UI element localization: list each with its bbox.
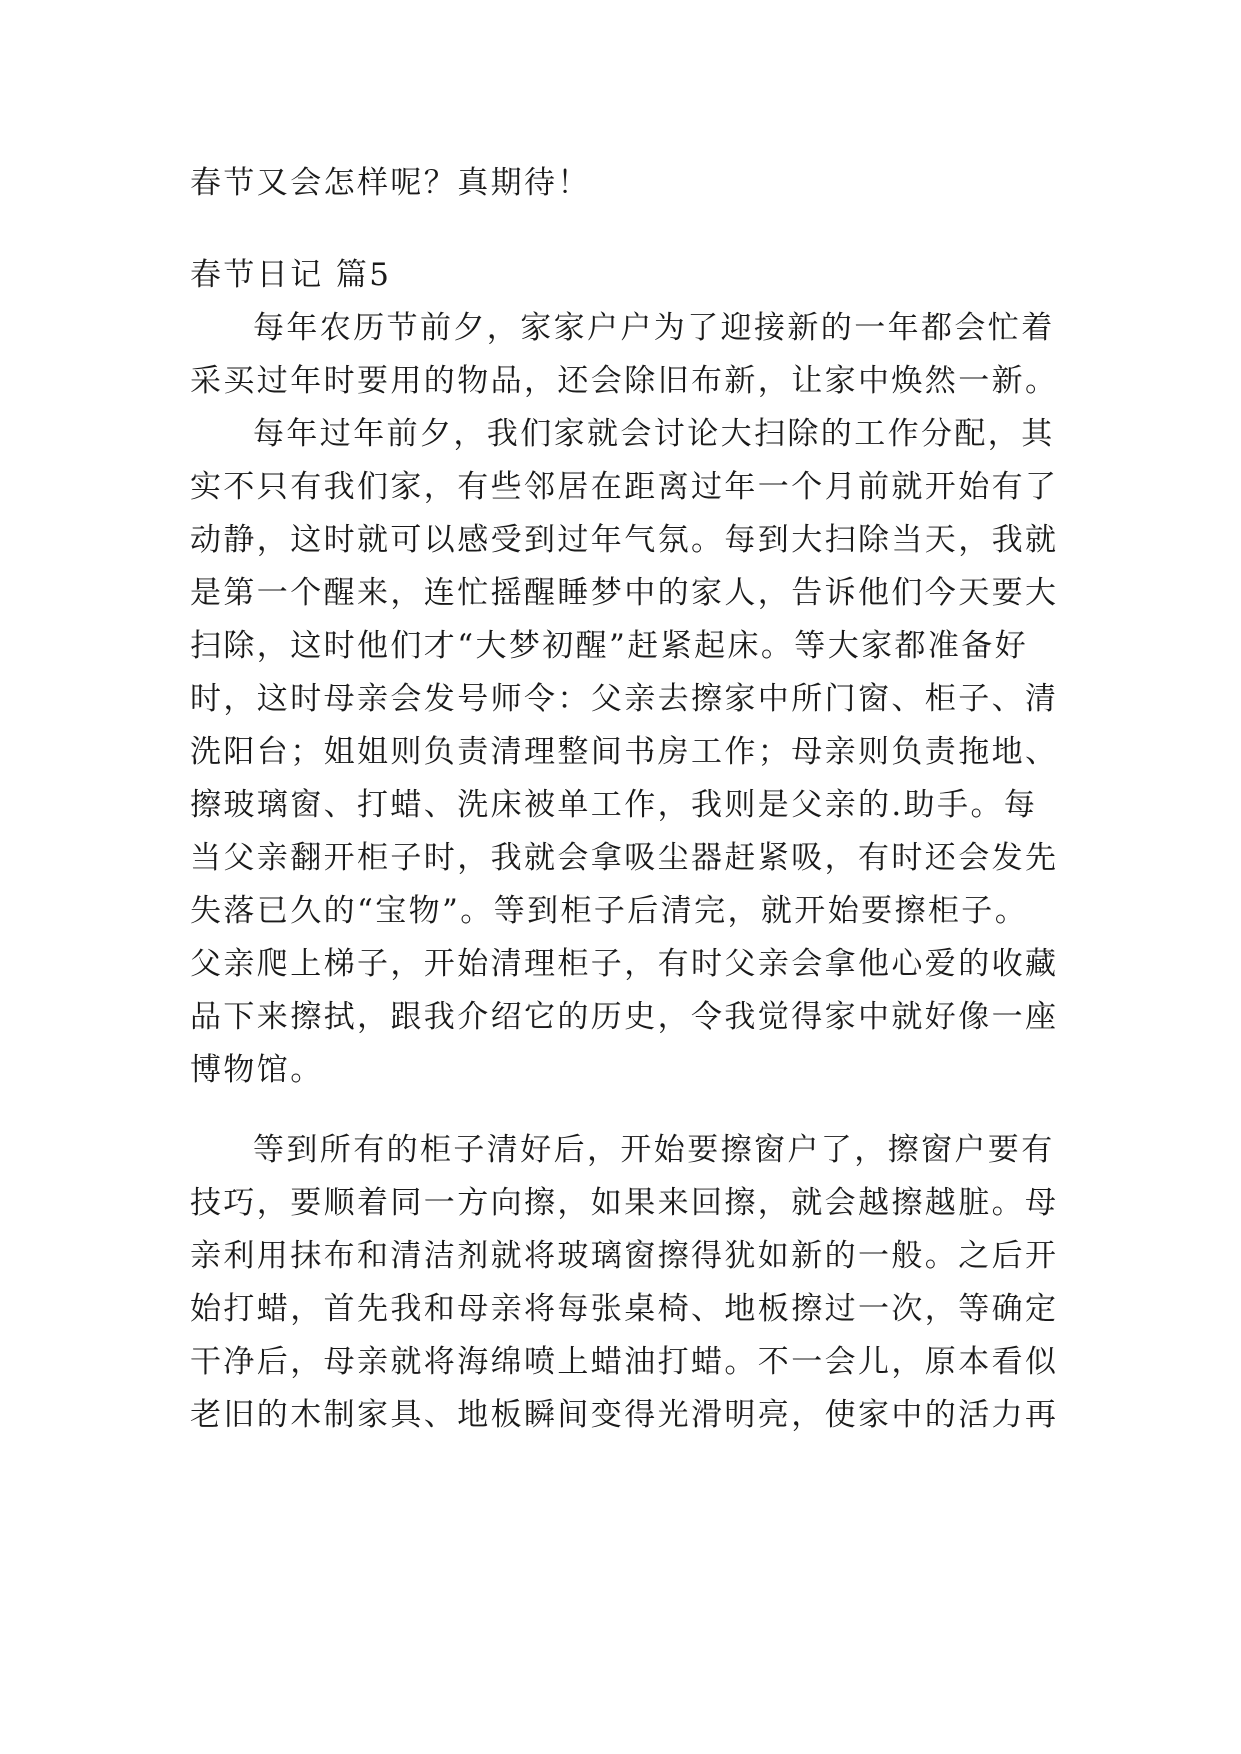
closing-line: 春节又会怎样呢？真期待！	[190, 165, 591, 201]
paragraph-line: 博物馆。	[190, 1052, 324, 1088]
paragraph-line: 是第一个醒来，连忙摇醒睡梦中的家人，告诉他们今天要大	[190, 575, 1059, 611]
section-title: 春节日记 篇5	[190, 257, 392, 293]
paragraph-line: 失落已久的“宝物”。等到柜子后清完，就开始要擦柜子。	[190, 893, 1029, 929]
paragraph-line: 每年农历节前夕，家家户户为了迎接新的一年都会忙着	[253, 310, 1055, 346]
paragraph-line: 亲利用抹布和清洁剂就将玻璃窗擦得犹如新的一般。之后开	[190, 1238, 1059, 1274]
paragraph-line: 时，这时母亲会发号师令：父亲去擦家中所门窗、柜子、清	[190, 681, 1059, 717]
paragraph-line: 擦玻璃窗、打蜡、洗床被单工作，我则是父亲的.助手。每	[190, 787, 1038, 823]
paragraph-line: 当父亲翻开柜子时，我就会拿吸尘器赶紧吸，有时还会发先	[190, 840, 1059, 876]
paragraph-line: 实不只有我们家，有些邻居在距离过年一个月前就开始有了	[190, 469, 1059, 505]
paragraph-line: 动静，这时就可以感受到过年气氛。每到大扫除当天，我就	[190, 522, 1059, 558]
paragraph-line: 干净后，母亲就将海绵喷上蜡油打蜡。不一会儿，原本看似	[190, 1344, 1059, 1380]
paragraph-line: 采买过年时要用的物品，还会除旧布新，让家中焕然一新。	[190, 363, 1059, 399]
paragraph-line: 老旧的木制家具、地板瞬间变得光滑明亮，使家中的活力再	[190, 1397, 1059, 1433]
paragraph-line: 始打蜡，首先我和母亲将每张桌椅、地板擦过一次，等确定	[190, 1291, 1059, 1327]
paragraph-line: 父亲爬上梯子，开始清理柜子，有时父亲会拿他心爱的收藏	[190, 946, 1059, 982]
paragraph-line: 等到所有的柜子清好后，开始要擦窗户了，擦窗户要有	[253, 1132, 1055, 1168]
paragraph-line: 技巧，要顺着同一方向擦，如果来回擦，就会越擦越脏。母	[190, 1185, 1059, 1221]
paragraph-line: 每年过年前夕，我们家就会讨论大扫除的工作分配，其	[253, 416, 1055, 452]
paragraph-line: 洗阳台；姐姐则负责清理整间书房工作；母亲则负责拖地、	[190, 734, 1059, 770]
paragraph-line: 品下来擦拭，跟我介绍它的历史，令我觉得家中就好像一座	[190, 999, 1059, 1035]
paragraph-line: 扫除，这时他们才“大梦初醒”赶紧起床。等大家都准备好	[190, 628, 1029, 664]
